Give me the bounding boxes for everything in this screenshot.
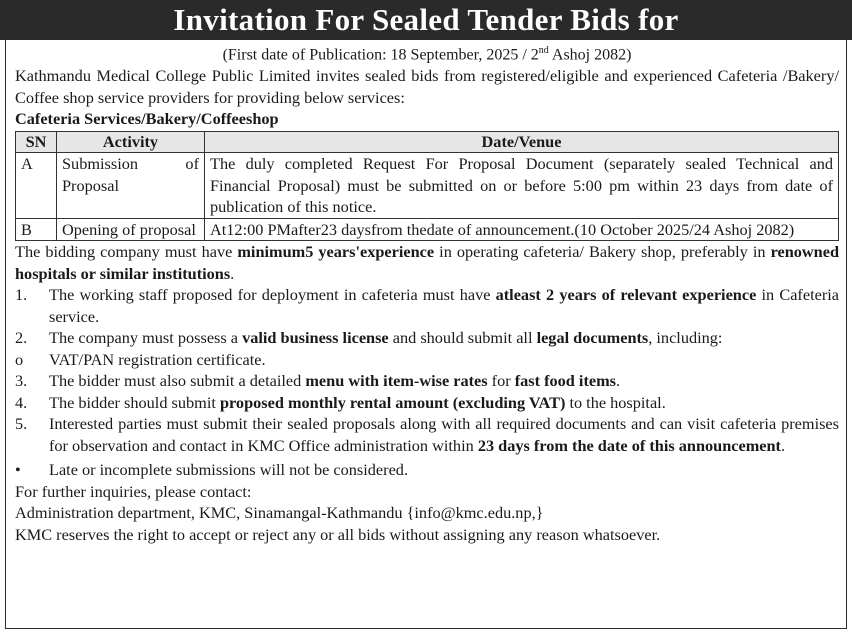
header-venue: Date/Venue [205,132,839,153]
bullet-dot-icon: • [15,460,21,480]
list-item: • Late or incomplete submissions will not be considered. [15,460,409,480]
list-item: 5. Interested parties must submit their sealed proposals along with all required documents and can visit cafeteria premises for observation and contact in KMC Office administration within 23 days from the date of this announcement. [15,414,839,455]
requirements-list [15,284,839,481]
row-sn: A [16,153,57,219]
table-header-row [16,132,839,153]
contact-line: Administration department, KMC, Sinamangal-Kathmandu {info@kmc.edu.np,} [15,503,544,523]
list-item: 4. The bidder should submit proposed monthly rental amount (excluding VAT) to the hospital. [15,392,666,412]
publication-date: (First date of Publication: 18 September, 2025 / 2nd Ashoj 2082) [222,45,632,64]
intro-paragraph: Kathmandu Medical College Public Limited invites sealed bids from registered/eligible and experienced Cafeteria /Bakery/ Coffee shop service providers for providing below services: [15,66,839,107]
header-activity: Activity [57,132,205,153]
experience-requirement: The bidding company must have minimum5 years'experience in operating cafeteria/ Bakery shop, preferably in renowned hospitals or similar institutions. [15,242,840,283]
section-heading: Cafeteria Services/Bakery/Coffeeshop [15,109,279,129]
list-item: o VAT/PAN registration certificate. [15,349,266,369]
notice-title: Invitation For Sealed Tender Bids for [0,0,852,40]
header-sn: SN [16,132,57,153]
inquiries-line: For further inquiries, please contact: [15,481,252,501]
notice-body [5,40,847,629]
row-venue: At12:00 PMafter23 daysfrom thedate of announcement.(10 October 2025/24 Ashoj 2082) [205,218,839,241]
list-item: 2. The company must possess a valid business license and should submit all legal documents, including: [15,328,723,348]
row-venue: The duly completed Request For Proposal Document (separately sealed Technical and Financial Proposal) must be submitted on or before 5:00 pm within 23 days from date of publication of this notice. [205,153,839,219]
list-item: 3. The bidder must also submit a detailed menu with item-wise rates for fast food items. [15,371,621,391]
table-row [16,218,839,241]
table-row [16,153,839,219]
row-activity: Submission of Proposal [57,153,205,219]
row-activity: Opening of proposal [57,218,205,241]
list-item: 1. The working staff proposed for deployment in cafeteria must have atleast 2 years of relevant experience in Cafeteria service. [15,285,839,326]
row-sn: B [16,218,57,241]
schedule-table [15,131,839,241]
circle-bullet-icon: o [15,349,24,369]
reserve-statement: KMC reserves the right to accept or reject any or all bids without assigning any reason whatsoever. [15,524,661,544]
